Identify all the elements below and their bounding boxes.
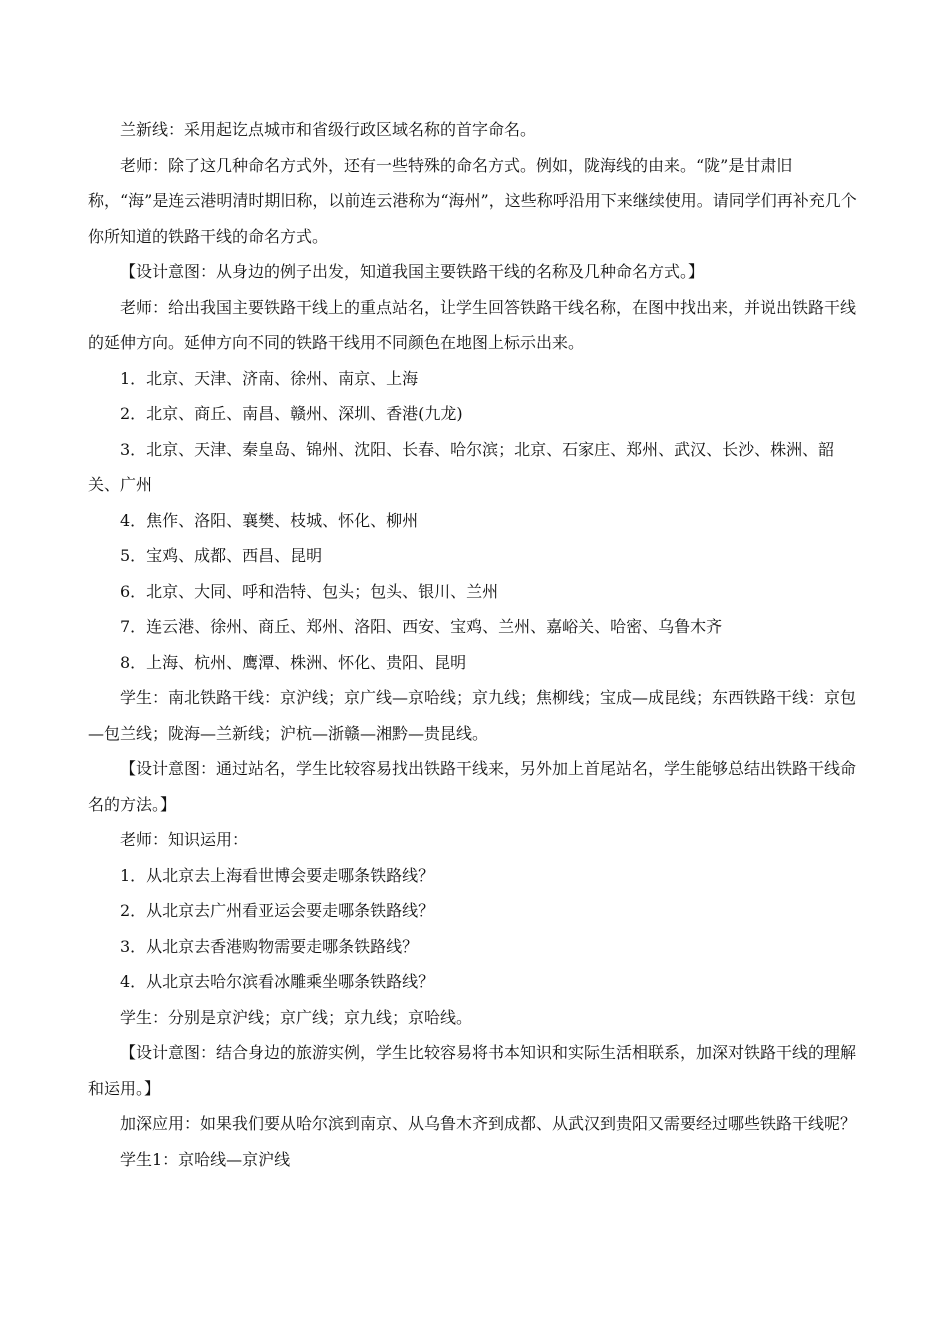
paragraph-student-answer-routes: 学生：分别是京沪线；京广线；京九线；京哈线。 — [120, 1007, 473, 1027]
paragraph-teacher-stations: 老师：给出我国主要铁路干线上的重点站名，让学生回答铁路干线名称，在图中找出来，并说出铁路干线的延伸方向。延伸方向不同的铁路干线用不同颜色在地图上标示出来。 — [88, 297, 857, 352]
paragraph-student-answer-lines: 学生：南北铁路干线：京沪线；京广线—京哈线；京九线；焦柳线；宝成—成昆线；东西铁路干线：京包—包兰线；陇海—兰新线；沪杭—浙赣—湘黔—贵昆线。 — [88, 688, 857, 743]
list-item-station-7: 7．连云港、徐州、商丘、郑州、洛阳、西安、宝鸡、兰州、嘉峪关、哈密、乌鲁木齐 — [120, 617, 723, 636]
list-item-station-8: 8．上海、杭州、鹰潭、株洲、怀化、贵阳、昆明 — [120, 652, 467, 672]
list-item-station-3: 3．北京、天津、秦皇岛、锦州、沈阳、长春、哈尔滨；北京、石家庄、郑州、武汉、长沙、株洲、韶关、广州 — [88, 439, 835, 494]
paragraph-deeper-application: 加深应用：如果我们要从哈尔滨到南京、从乌鲁木齐到成都、从武汉到贵阳又需要经过哪些铁路干线呢？ — [120, 1114, 857, 1133]
list-item-question-2: 2．从北京去广州看亚运会要走哪条铁路线？ — [120, 901, 435, 920]
list-item-station-2: 2．北京、商丘、南昌、赣州、深圳、香港(九龙) — [120, 404, 463, 423]
list-item-station-6: 6．北京、大同、呼和浩特、包头；包头、银川、兰州 — [120, 581, 499, 601]
document-body — [88, 112, 864, 1177]
paragraph-teacher-special-naming: 老师：除了这几种命名方式外，还有一些特殊的命名方式。例如，陇海线的由来。“陇”是甘肃旧称，“海”是连云港明清时期旧称，以前连云港称为“海州”，这些称呼沿用下来继续使用。请同学们再补充几个你所知道的铁路干线的命名方式。 — [88, 155, 857, 246]
list-item-question-3: 3．从北京去香港购物需要走哪条铁路线？ — [120, 936, 419, 956]
paragraph-design-intent-3: 【设计意图：结合身边的旅游实例，学生比较容易将书本知识和实际生活相联系，加深对铁路干线的理解和运用。】 — [88, 1043, 857, 1098]
list-item-station-5: 5．宝鸡、成都、西昌、昆明 — [120, 546, 323, 565]
list-item-question-1: 1．从北京去上海看世博会要走哪条铁路线？ — [120, 865, 435, 885]
list-item-question-4: 4．从北京去哈尔滨看冰雕乘坐哪条铁路线？ — [120, 972, 435, 991]
list-item-station-4: 4．焦作、洛阳、襄樊、枝城、怀化、柳州 — [120, 510, 419, 530]
list-item-station-1: 1．北京、天津、济南、徐州、南京、上海 — [120, 368, 419, 388]
paragraph-student-1-answer: 学生1：京哈线—京沪线 — [120, 1149, 291, 1169]
paragraph-lanxin-naming: 兰新线：采用起讫点城市和省级行政区域名称的首字命名。 — [120, 120, 537, 139]
paragraph-teacher-application: 老师：知识运用： — [120, 830, 249, 849]
paragraph-design-intent-2: 【设计意图：通过站名，学生比较容易找出铁路干线来，另外加上首尾站名，学生能够总结出铁路干线命名的方法。】 — [88, 759, 857, 814]
paragraph-design-intent-1: 【设计意图：从身边的例子出发，知道我国主要铁路干线的名称及几种命名方式。】 — [120, 262, 705, 281]
